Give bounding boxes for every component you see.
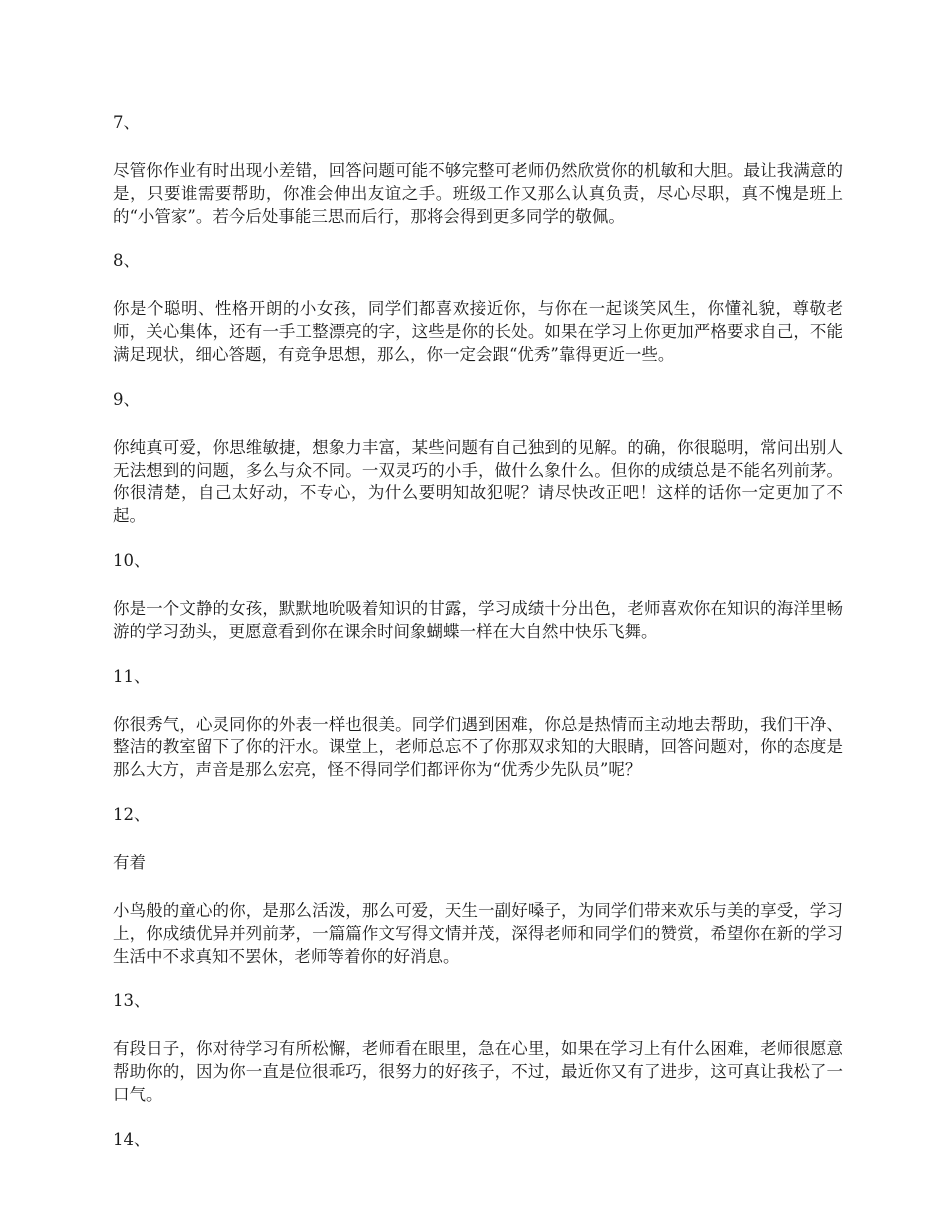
section-number-14: 14、 (113, 1129, 151, 1149)
section-number-10: 10、 (113, 550, 151, 570)
section-number-13: 13、 (113, 991, 151, 1011)
section-number-11: 11、 (113, 666, 151, 686)
section-text-9: 你纯真可爱，你思维敏捷，想象力丰富，某些问题有自己独到的见解。的确，你很聪明，常问出别人无法想到的问题，多么与众不同。一双灵巧的小手，做什么象什么。但你的成绩总是不能名列前茅。你很清楚，自己太好动，不专心，为什么要明知故犯呢？请尽快改正吧！这样的话你一定更加了不起。 (113, 437, 843, 526)
section-text-10: 你是一个文静的女孩，默默地吮吸着知识的甘露，学习成绩十分出色，老师喜欢你在知识的海洋里畅游的学习劲头，更愿意看到你在课余时间象蝴蝶一样在大自然中快乐飞舞。 (113, 598, 843, 641)
section-text-13: 有段日子，你对待学习有所松懈，老师看在眼里，急在心里，如果在学习上有什么困难，老师很愿意帮助你的，因为你一直是位很乖巧，很努力的好孩子，不过，最近你又有了进步，这可真让我松了一口气。 (113, 1039, 843, 1104)
section-lead-12: 有着 (113, 852, 146, 872)
section-number-9: 9、 (113, 389, 140, 409)
section-text-12: 小鸟般的童心的你，是那么活泼，那么可爱，天生一副好嗓子，为同学们带来欢乐与美的享受，学习上，你成绩优异并列前茅，一篇篇作文写得文情并茂，深得老师和同学们的赞赏，希望你在新的学习生活中不求真知不罢休，老师等着你的好消息。 (113, 900, 843, 966)
section-text-11: 你很秀气，心灵同你的外表一样也很美。同学们遇到困难，你总是热情而主动地去帮助，我们干净、整洁的教室留下了你的汗水。课堂上，老师总忘不了你那双求知的大眼睛，回答问题对，你的态度是那么大方，声音是那么宏亮，怪不得同学们都评你为“优秀少先队员”呢？ (113, 714, 843, 780)
section-text-8: 你是个聪明、性格开朗的小女孩，同学们都喜欢接近你，与你在一起谈笑风生，你懂礼貌，尊敬老师，关心集体，还有一手工整漂亮的字，这些是你的长处。如果在学习上你更加严格要求自己，不能满足现状，细心答题，有竞争思想，那么，你一定会跟“优秀”靠得更近一些。 (113, 299, 843, 364)
section-number-8: 8、 (113, 251, 140, 271)
section-number-7: 7、 (113, 113, 140, 132)
document-body (113, 112, 843, 1177)
section-number-12: 12、 (113, 804, 151, 824)
section-text-7: 尽管你作业有时出现小差错，回答问题可能不够完整可老师仍然欣赏你的机敏和大胆。最让我满意的是，只要谁需要帮助，你准会伸出友谊之手。班级工作又那么认真负责，尽心尽职，真不愧是班上的“小管家”。若今后处事能三思而后行，那将会得到更多同学的敬佩。 (113, 161, 843, 226)
